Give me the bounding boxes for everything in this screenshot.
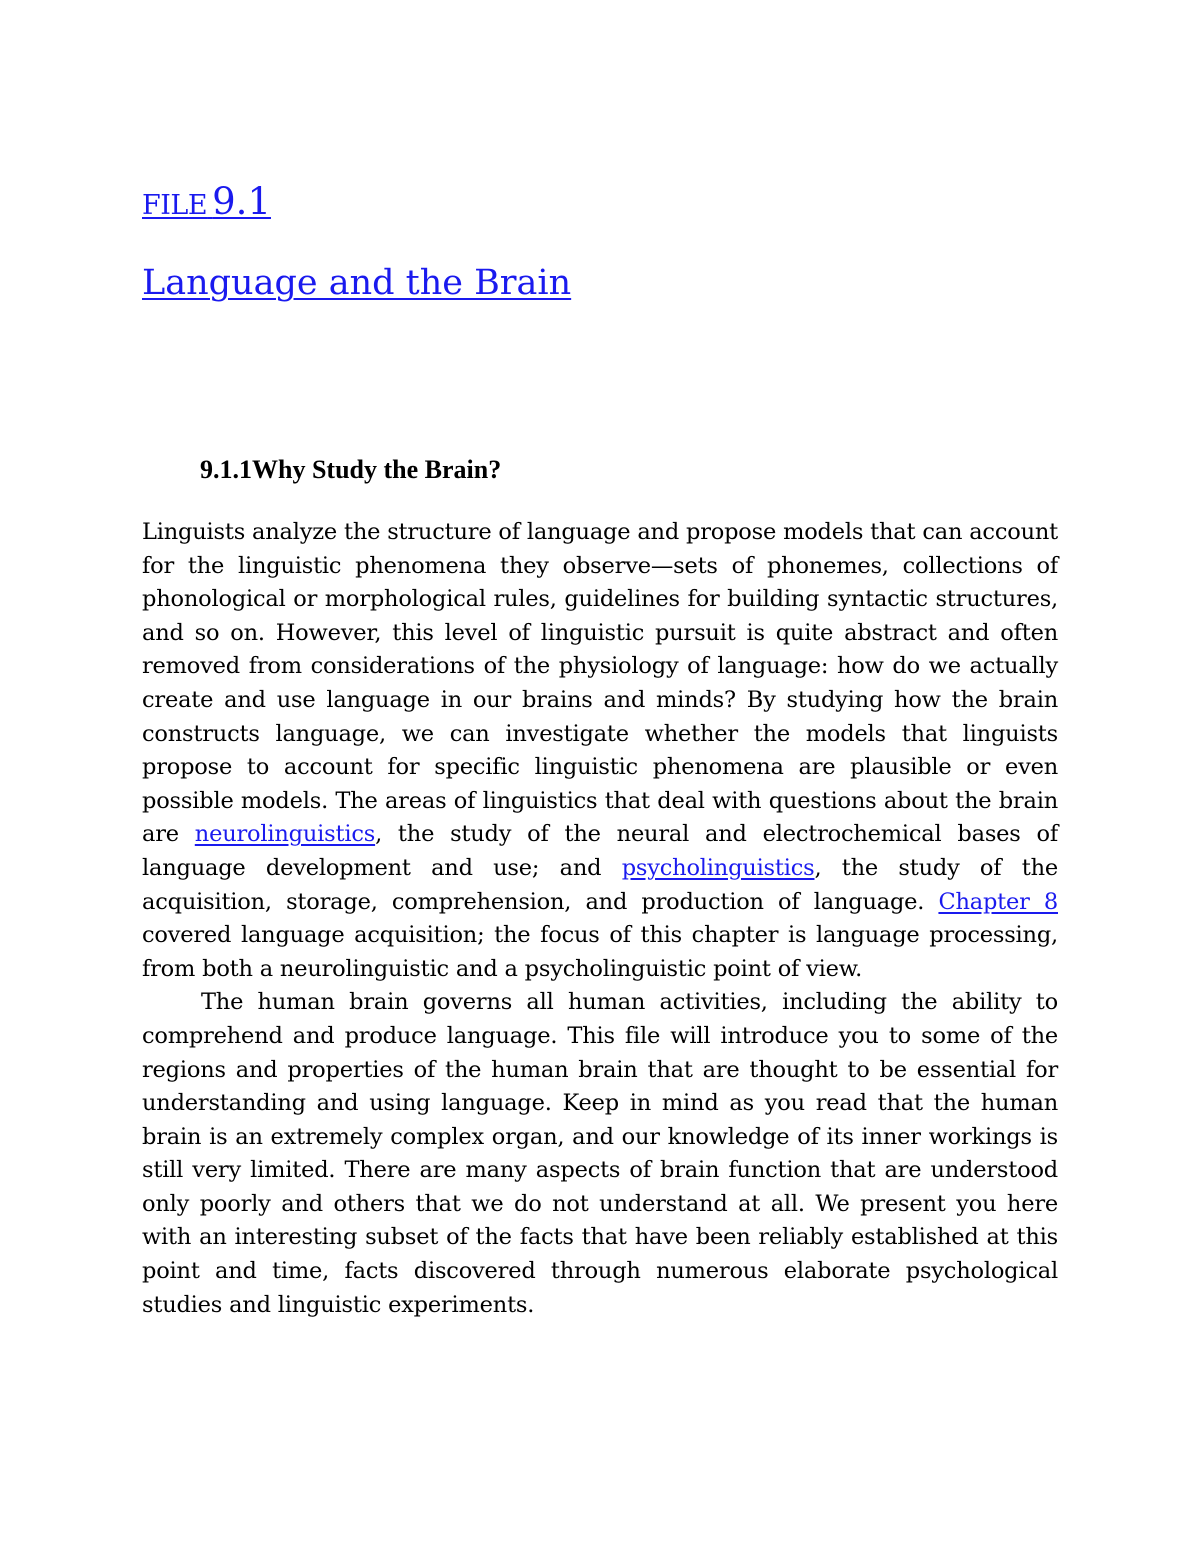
chapter-title-link[interactable]: Language and the Brain [142, 263, 572, 303]
neurolinguistics-link[interactable]: neurolinguistics [194, 821, 376, 848]
paragraph-2: The human brain governs all human activities, including the ability to comprehend and produce language. This file will introduce you to some of the regions and properties of the human brain that are thought to be essential for understanding and using language. Keep in mind as you read that the human brain is an extremely complex organ, and our knowledge of its inner workings is still very limited. There are many aspects of brain function that are understood only poorly and others that we do not understand at all. We present you here with an interesting subset of the facts that have been reliably established at this point and time, facts discovered through numerous elaborate psychological studies and linguistic experiments. [142, 989, 1058, 1318]
paragraph-1-part-4: covered language acquisition; the focus of this chapter is language processing, from both a neurolinguistic and a psycholinguistic point of view. [142, 922, 1058, 982]
section-heading: 9.1.1Why Study the Brain? [200, 455, 502, 484]
file-label-word: FILE [142, 190, 208, 221]
psycholinguistics-link[interactable]: psycholinguistics [621, 854, 815, 881]
file-label-link[interactable] [142, 180, 271, 223]
chapter-title [142, 264, 571, 303]
paragraph-1-part-3: , the study of the acquisition, storage, comprehension, and production of language. [142, 854, 1058, 915]
paragraph-1-part-1: Linguists analyze the structure of language and propose models that can account for the linguistic phenomena they observe—sets of phonemes, collections of phonological or morphological rules, guidelines for building syntactic structures, and so on. However, this level of linguistic pursuit is quite abstract and often removed from considerations of the physiology of language: how do we actually create and use language in our brains and minds? By studying how the brain constructs language, we can investigate whether the models that linguists propose to account for specific linguistic phenomena are plausible or even possible models. The areas of linguistics that deal with questions about the brain are [142, 519, 1058, 848]
chapter-8-link[interactable]: Chapter 8 [938, 888, 1058, 915]
file-label-number: 9.1 [212, 180, 271, 223]
paragraph-1-part-2: , the study of the neural and electrochemical bases of language development and use; and [142, 821, 1058, 881]
file-label [142, 180, 271, 223]
body-text [142, 516, 1058, 1322]
paragraph-1 [142, 516, 1058, 986]
